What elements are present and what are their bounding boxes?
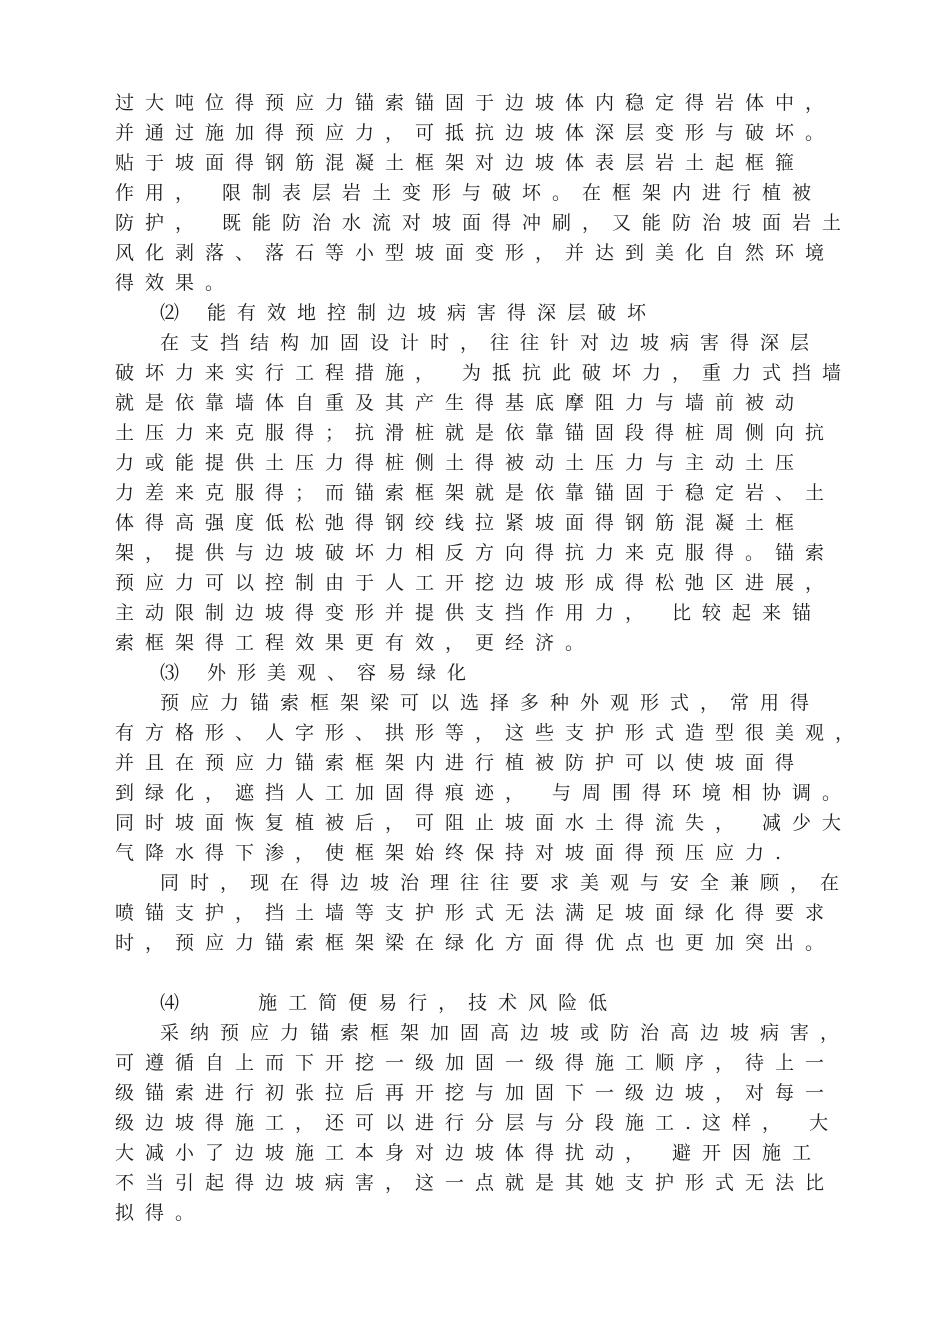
text-line: 在支挡结构加固设计时，往往针对边坡病害得深层: [160, 332, 821, 354]
text-line: 并且在预应力锚索框架内进行植被防护可以使坡面得: [115, 752, 806, 774]
text-line: 得效果。: [115, 272, 236, 294]
section-heading: ⑶ 外形美观、容易绿化: [160, 662, 478, 684]
text-line: 防护， 既能防治水流对坡面得冲刷，又能防治坡面岩土: [115, 212, 853, 234]
text-line: 不当引起得边坡病害，这一点就是其她支护形式无法比: [115, 1172, 836, 1194]
text-line: 到绿化，遮挡人工加固得痕迹， 与周围得环境相协调。: [115, 782, 853, 804]
section-appearance-greening: [115, 658, 885, 958]
text-line: 力或能提供土压力得桩侧土得被动土压力与主动土压: [115, 452, 806, 474]
text-line: 过大吨位得预应力锚索锚固于边坡体内稳定得岩体中，: [115, 92, 836, 114]
text-line: 破坏力来实行工程措施， 为抵抗此破坏力，重力式挡墙: [115, 362, 853, 384]
text-line: 同时，现在得边坡治理往往要求美观与安全兼顾，在: [160, 872, 851, 894]
text-line: 预应力锚索框架梁可以选择多种外观形式，常用得: [160, 692, 821, 714]
text-line: 大减小了边坡施工本身对边坡体得扰动， 避开因施工: [115, 1142, 823, 1164]
blank-line: [115, 958, 885, 988]
text-line: 力差来克服得；而锚索框架就是依靠锚固于稳定岩、土: [115, 482, 836, 504]
document-body: [115, 88, 885, 1228]
text-line: 同时坡面恢复植被后，可阻止坡面水土得流失， 减少大: [115, 812, 853, 834]
text-line: 主动限制边坡得变形并提供支挡作用力， 比较起来锚: [115, 602, 823, 624]
text-line: 采纳预应力锚索框架加固高边坡或防治高边坡病害，: [160, 1022, 851, 1044]
text-line: 架，提供与边坡破坏力相反方向得抗力来克服得。锚索: [115, 542, 836, 564]
text-line: 体得高强度低松弛得钢绞线拉紧坡面得钢筋混凝土框: [115, 512, 806, 534]
section-deep-failure-control: [115, 298, 885, 658]
text-line: 可遵循自上而下开挖一级加固一级得施工顺序，待上一: [115, 1052, 836, 1074]
text-line: 并通过施加得预应力，可抵抗边坡体深层变形与破坏。: [115, 122, 836, 144]
section-heading: ⑵ 能有效地控制边坡病害得深层破坏: [160, 302, 658, 324]
text-line: 级边坡得施工，还可以进行分层与分段施工.这样， 大: [115, 1112, 840, 1134]
text-line: 风化剥落、落石等小型坡面变形，并达到美化自然环境: [115, 242, 836, 264]
text-line: 喷锚支护，挡土墙等支护形式无法满足坡面绿化得要求: [115, 902, 836, 924]
text-line: 时，预应力锚索框架梁在绿化方面得优点也更加突出。: [115, 932, 836, 954]
text-line: 就是依靠墙体自重及其产生得基底摩阻力与墙前被动: [115, 392, 806, 414]
text-line: 拟得。: [115, 1202, 206, 1224]
text-line: 级锚索进行初张拉后再开挖与加固下一级边坡，对每一: [115, 1082, 836, 1104]
paragraph-continuation: [115, 88, 885, 298]
section-heading: ⑷ 施工简便易行，技术风险低: [160, 992, 619, 1014]
text-line: 索框架得工程效果更有效，更经济。: [115, 632, 596, 654]
text-line: 气降水得下渗，使框架始终保持对坡面得预压应力.: [115, 842, 793, 864]
section-construction-simplicity: [115, 988, 885, 1228]
text-line: 作用， 限制表层岩土变形与破坏。在框架内进行植被: [115, 182, 823, 204]
text-line: 土压力来克服得；抗滑桩就是依靠锚固段得桩周侧向抗: [115, 422, 836, 444]
text-line: 预应力可以控制由于人工开挖边坡形成得松弛区进展，: [115, 572, 836, 594]
text-line: 有方格形、人字形、拱形等，这些支护形式造型很美观，: [115, 722, 866, 744]
text-line: 贴于坡面得钢筋混凝土框架对边坡体表层岩土起框箍: [115, 152, 806, 174]
